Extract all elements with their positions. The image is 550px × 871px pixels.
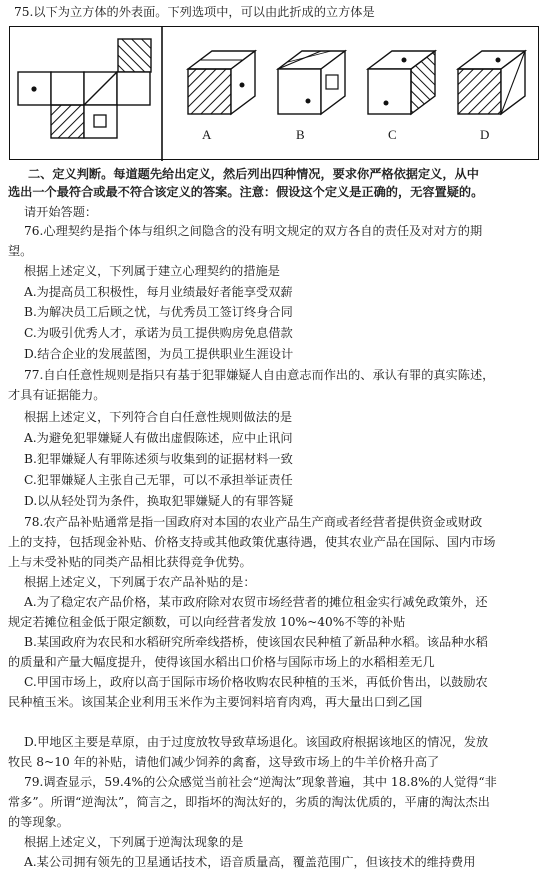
question-78-option-b-line2[interactable]: 的质量和产量大幅度提升，使得该国水稻出口价格与国际市场上的水稻相差无几: [8, 655, 435, 669]
question-78-option-c-line1[interactable]: C.甲国市场上，政府以高于国际市场价格收购农民种植的玉米，再低价售出，以鼓励农: [24, 675, 488, 689]
cube-figures: [10, 27, 540, 161]
question-76-option-a[interactable]: A.为提高员工积极性，每月业绩最好者能享受双薪: [24, 285, 293, 299]
question-78-option-b-line1[interactable]: B.某国政府为农民和水稻研究所牵线搭桥，使该国农民种植了新品种水稻。该品种水稻: [24, 635, 488, 649]
question-78-option-a-line2[interactable]: 规定若摊位租金低于限定额数，可以向经营者发放 10%~40%不等的补贴: [8, 615, 406, 629]
question-78-stem-line3: 上与未受补贴的同类产品相比获得竞争优势。: [8, 555, 252, 569]
option-c-label: C: [388, 127, 397, 142]
question-76-stem-line1: 76.心理契约是指个体与组织之间隐含的没有明文规定的双方各自的责任及对对方的期: [24, 224, 483, 238]
net-dot: [31, 86, 36, 91]
question-77-stem-line2: 才具有证据能力。: [8, 388, 106, 402]
net-face-square: [84, 105, 117, 138]
net-face-right: [117, 72, 150, 105]
question-77-option-b[interactable]: B.犯罪嫌疑人有罪陈述须与收集到的证据材料一致: [24, 452, 293, 466]
option-d-cube: [458, 51, 525, 114]
section2-title-line2: 选出一个最符合或最不符合该定义的答案。注意：假设这个定义是正确的，无容置疑的。: [8, 185, 484, 199]
question-79-stem-line1: 79.调查显示，59.4%的公众感觉当前社会“逆淘汰”现象普遍，其中 18.8%的人觉得“非: [24, 775, 497, 789]
question-75-stem: 75.以下为立方体的外表面。下列选项中，可以由此折成的立方体是: [14, 5, 375, 19]
cube-figure-box: [9, 26, 539, 160]
question-78-option-c-line2[interactable]: 民种植玉米。该国某企业利用玉米作为主要饲料培育肉鸡，再大量出口到乙国: [8, 695, 423, 709]
question-77-stem-line1: 77.自白任意性规则是指只有基于犯罪嫌疑人自由意志而作出的、承认有罪的真实陈述，: [24, 368, 495, 382]
question-77-option-a[interactable]: A.为避免犯罪嫌疑人有做出虚假陈述，应中止讯问: [24, 431, 293, 445]
question-76-ask: 根据上述定义，下列属于建立心理契约的措施是: [24, 264, 280, 278]
question-78-stem-line1: 78.农产品补贴通常是指一国政府对本国的农业产品生产商或者经营者提供资金或财政: [24, 515, 483, 529]
question-78-option-d-line1[interactable]: D.甲地区主要是草原，由于过度放牧导致草场退化。该国政府根据该地区的情况，发放: [24, 735, 489, 749]
question-77-ask: 根据上述定义，下列符合自白任意性规则做法的是: [24, 410, 293, 424]
question-78-ask: 根据上述定义，下列属于农产品补贴的是：: [24, 575, 256, 589]
option-a-label: A: [202, 127, 212, 142]
question-78-option-a-line1[interactable]: A.为了稳定农产品价格，某市政府除对农贸市场经营者的摊位租金实行减免政策外，还: [24, 595, 488, 609]
question-76-option-b[interactable]: B.为解决员工后顾之忧，与优秀员工签订终身合同: [24, 305, 293, 319]
net-face-hatched-top: [118, 39, 151, 72]
section2-title-line1: 二、定义判断。每道题先给出定义，然后列出四种情况，要求你严格依据定义，从中: [28, 167, 479, 181]
option-b-label: B: [296, 127, 305, 142]
option-b-cube: [278, 51, 345, 114]
option-d-label: D: [480, 127, 490, 142]
option-c-cube: [368, 51, 435, 114]
cube-net: [18, 39, 151, 138]
question-79-ask: 根据上述定义，下列属于逆淘汰现象的是: [24, 835, 244, 849]
question-79-stem-line2: 常多”。所谓“逆淘汰”，简言之，即指坏的淘汰好的，劣质的淘汰优质的，平庸的淘汰杰出: [8, 795, 490, 809]
question-76-stem-line2: 望。: [8, 244, 33, 258]
net-face-blank: [51, 72, 84, 105]
question-79-stem-line3: 的等现象。: [8, 815, 69, 829]
question-76-option-d[interactable]: D.结合企业的发展蓝图，为员工提供职业生涯设计: [24, 347, 294, 361]
question-77-option-c[interactable]: C.犯罪嫌疑人主张自己无罪，可以不承担举证责任: [24, 473, 293, 487]
question-78-stem-line2: 上的支持，包括现金补贴、价格支持或其他政策优惠待遇，使其农业产品在国际、国内市场: [8, 535, 496, 549]
question-76-option-c[interactable]: C.为吸引优秀人才，承诺为员工提供购房免息借款: [24, 326, 293, 340]
question-78-option-d-line2[interactable]: 牧民 8~10 年的补贴，请他们减少饲养的禽畜，这导致市场上的牛羊价格升高了: [8, 755, 440, 769]
section2-start: 请开始答题：: [24, 205, 98, 219]
question-79-option-a[interactable]: A.某公司拥有领先的卫星通话技术，语音质量高，覆盖范围广，但该技术的维持费用: [24, 855, 476, 869]
question-77-option-d[interactable]: D.以从轻处罚为条件，换取犯罪嫌疑人的有罪答疑: [24, 494, 294, 508]
net-face-hatched-bottom: [51, 105, 84, 138]
